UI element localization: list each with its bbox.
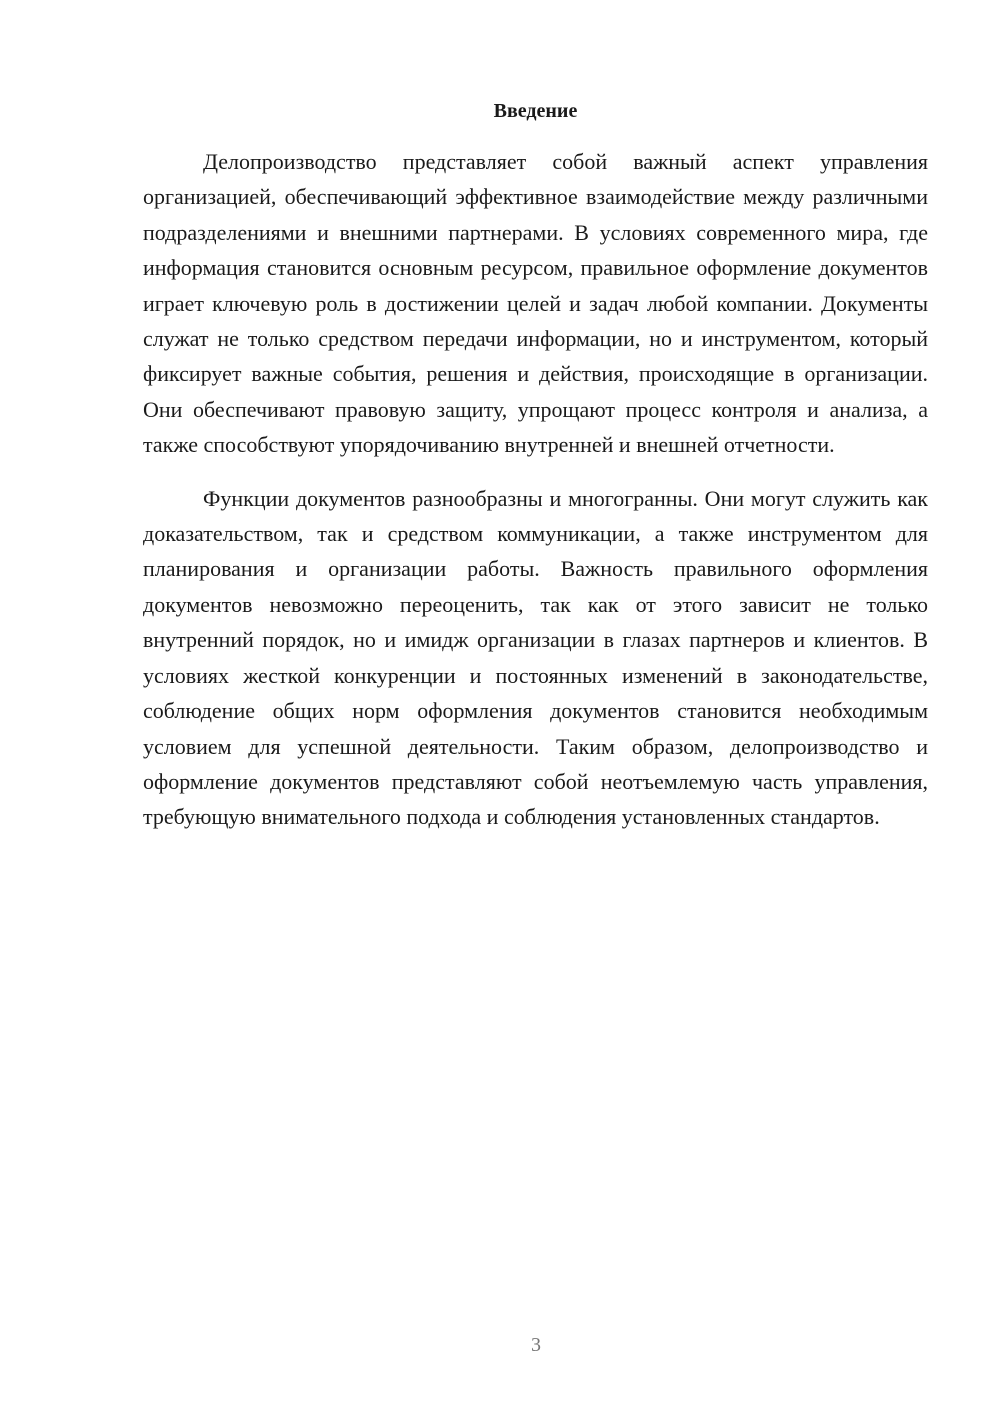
section-title: Введение [493, 100, 578, 122]
page-content [143, 96, 928, 835]
paragraph-2: Функции документов разнообразны и многогранны. Они могут служить как доказательством, так и средством коммуникации, а также инструментом для планирования и организации работы. Важность правильного оформления документов невозможно переоценить, так как от этого зависит не только внутренний порядок, но и имидж организации в глазах партнеров и клиентов. В условиях жесткой конкуренции и постоянных изменений в законодательстве, соблюдение общих норм оформления документов становится необходимым условием для успешной деятельности. Таким образом, делопроизводство и оформление документов представляют собой неотъемлемую часть управления, требующую внимательного подхода и соблюдения установленных стандартов. [143, 485, 928, 830]
paragraph-1: Делопроизводство представляет собой важный аспект управления организацией, обеспечивающий эффективное взаимодействие между различными подразделениями и внешними партнерами. В условиях современного мира, где информация становится основным ресурсом, правильное оформление документов играет ключевую роль в достижении целей и задач любой компании. Документы служат не только средством передачи информации, но и инструментом, который фиксирует важные события, решения и действия, происходящие в организации. Они обеспечивают правовую защиту, упрощают процесс контроля и анализа, а также способствуют упорядочиванию внутренней и внешней отчетности. [143, 149, 928, 458]
page-number: 3 [531, 1334, 541, 1356]
